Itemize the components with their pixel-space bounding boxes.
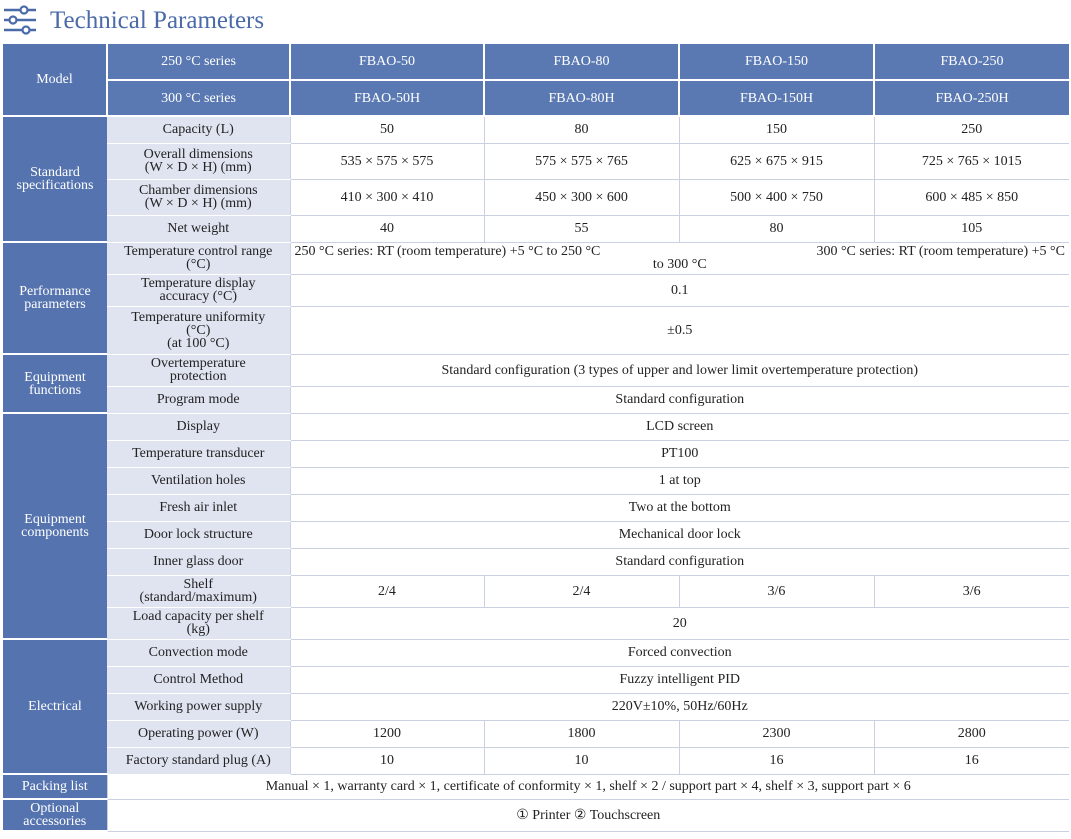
- row-label: Temperature transducer: [107, 440, 290, 467]
- table-row-300-series: [3, 80, 1069, 116]
- row-label: Overtemperature protection: [107, 354, 290, 386]
- row-label: Door lock structure: [107, 521, 290, 548]
- page-header: [2, 2, 264, 38]
- value-cell: 500 × 400 × 750: [679, 179, 874, 215]
- row-label: Control Method: [107, 666, 290, 693]
- value-cell: Manual × 1, warranty card × 1, certificate of conformity × 1, shelf × 2 / support part × 4, shelf × 3, support part × 6: [107, 774, 1069, 799]
- value-cell: ① Printer ② Touchscreen: [107, 799, 1069, 831]
- value-cell: 0.1: [290, 274, 1069, 306]
- sliders-icon: [2, 5, 38, 35]
- value-cell: 10: [290, 747, 484, 774]
- value-cell: 55: [484, 215, 679, 242]
- row-label: Overall dimensions (W × D × H) (mm): [107, 143, 290, 179]
- value-cell: Forced convection: [290, 639, 1069, 666]
- row-label: Operating power (W): [107, 720, 290, 747]
- table-row: [3, 494, 1069, 521]
- value-cell: 600 × 485 × 850: [874, 179, 1069, 215]
- value-cell: 80: [484, 116, 679, 143]
- value-cell: Standard configuration: [290, 386, 1069, 413]
- row-label: Net weight: [107, 215, 290, 242]
- value-cell: 105: [874, 215, 1069, 242]
- value-cell: Fuzzy intelligent PID: [290, 666, 1069, 693]
- value-cell: 450 × 300 × 600: [484, 179, 679, 215]
- table-row: [3, 548, 1069, 575]
- model-cell: FBAO-80H: [484, 80, 679, 116]
- table-row: [3, 274, 1069, 306]
- value-cell: 3/6: [874, 575, 1069, 607]
- row-label: Shelf (standard/maximum): [107, 575, 290, 607]
- value-cell: 535 × 575 × 575: [290, 143, 484, 179]
- category-components: Equipment components: [3, 413, 107, 639]
- category-packing: Packing list: [3, 774, 107, 799]
- value-cell: 2/4: [290, 575, 484, 607]
- table-row: [3, 413, 1069, 440]
- row-label: Inner glass door: [107, 548, 290, 575]
- value-cell: Mechanical door lock: [290, 521, 1069, 548]
- table-row: [3, 720, 1069, 747]
- model-cell: FBAO-80: [484, 44, 679, 80]
- category-optional: Optional accessories: [3, 799, 107, 831]
- value-cell: 2300: [679, 720, 874, 747]
- table-row: [3, 693, 1069, 720]
- value-cell: Standard configuration (3 types of upper and lower limit overtemperature protection): [290, 354, 1069, 386]
- table-row: [3, 440, 1069, 467]
- category-electrical: Electrical: [3, 639, 107, 774]
- value-cell: 150: [679, 116, 874, 143]
- table-row: [3, 467, 1069, 494]
- table-row: [3, 575, 1069, 607]
- value-cell: 16: [679, 747, 874, 774]
- value-cell: 1800: [484, 720, 679, 747]
- row-label: Ventilation holes: [107, 467, 290, 494]
- page-title: Technical Parameters: [50, 6, 265, 34]
- table-row: [3, 354, 1069, 386]
- table-row: [3, 521, 1069, 548]
- value-cell: 1200: [290, 720, 484, 747]
- table-row: [3, 306, 1069, 354]
- row-label: Temperature control range (°C): [107, 242, 290, 274]
- value-cell: 625 × 675 × 915: [679, 143, 874, 179]
- value-cell: ±0.5: [290, 306, 1069, 354]
- table-row: [3, 799, 1069, 831]
- table-row: [3, 215, 1069, 242]
- table-row: [3, 747, 1069, 774]
- row-label: Fresh air inlet: [107, 494, 290, 521]
- table-row-250-series: [3, 44, 1069, 80]
- value-cell: LCD screen: [290, 413, 1069, 440]
- category-standard: Standard specifications: [3, 116, 107, 242]
- value-cell: 20: [290, 607, 1069, 639]
- value-cell: 575 × 575 × 765: [484, 143, 679, 179]
- row-label: Working power supply: [107, 693, 290, 720]
- row-label: Capacity (L): [107, 116, 290, 143]
- table-row: [3, 242, 1069, 274]
- table-row: [3, 179, 1069, 215]
- value-cell: 10: [484, 747, 679, 774]
- model-cell: FBAO-50: [290, 44, 484, 80]
- value-cell: 1 at top: [290, 467, 1069, 494]
- table-row: [3, 386, 1069, 413]
- value-cell: 2800: [874, 720, 1069, 747]
- model-cell: FBAO-150H: [679, 80, 874, 116]
- value-cell: 80: [679, 215, 874, 242]
- value-cell: 725 × 765 × 1015: [874, 143, 1069, 179]
- table-row: [3, 143, 1069, 179]
- category-model: Model: [3, 44, 107, 116]
- row-label: Chamber dimensions (W × D × H) (mm): [107, 179, 290, 215]
- value-cell: Standard configuration: [290, 548, 1069, 575]
- category-functions: Equipment functions: [3, 354, 107, 413]
- technical-parameters-table: [3, 44, 1069, 832]
- model-cell: FBAO-250H: [874, 80, 1069, 116]
- row-label: Load capacity per shelf (kg): [107, 607, 290, 639]
- value-cell: 16: [874, 747, 1069, 774]
- value-cell: Two at the bottom: [290, 494, 1069, 521]
- value-cell: PT100: [290, 440, 1069, 467]
- row-label: Factory standard plug (A): [107, 747, 290, 774]
- model-cell: FBAO-150: [679, 44, 874, 80]
- temperature-range-cell: 250 °C series: RT (room temperature) +5 °C to 250 °C 300 °C series: RT (room temperature) +5 °C to 300 °C: [290, 242, 1069, 274]
- value-cell: 250: [874, 116, 1069, 143]
- series-250-label: 250 °C series: [107, 44, 290, 80]
- table-row: [3, 116, 1069, 143]
- row-label: Display: [107, 413, 290, 440]
- row-label: Convection mode: [107, 639, 290, 666]
- table-row: [3, 639, 1069, 666]
- value-cell: 2/4: [484, 575, 679, 607]
- row-label: Temperature display accuracy (°C): [107, 274, 290, 306]
- table-row: [3, 607, 1069, 639]
- row-label: Program mode: [107, 386, 290, 413]
- category-performance: Performance parameters: [3, 242, 107, 354]
- value-cell: 220V±10%, 50Hz/60Hz: [290, 693, 1069, 720]
- table-row: [3, 774, 1069, 799]
- value-cell: 3/6: [679, 575, 874, 607]
- row-label: Temperature uniformity (°C) (at 100 °C): [107, 306, 290, 354]
- value-cell: 40: [290, 215, 484, 242]
- model-cell: FBAO-50H: [290, 80, 484, 116]
- value-cell: 410 × 300 × 410: [290, 179, 484, 215]
- model-cell: FBAO-250: [874, 44, 1069, 80]
- value-cell: 50: [290, 116, 484, 143]
- table-row: [3, 666, 1069, 693]
- series-300-label: 300 °C series: [107, 80, 290, 116]
